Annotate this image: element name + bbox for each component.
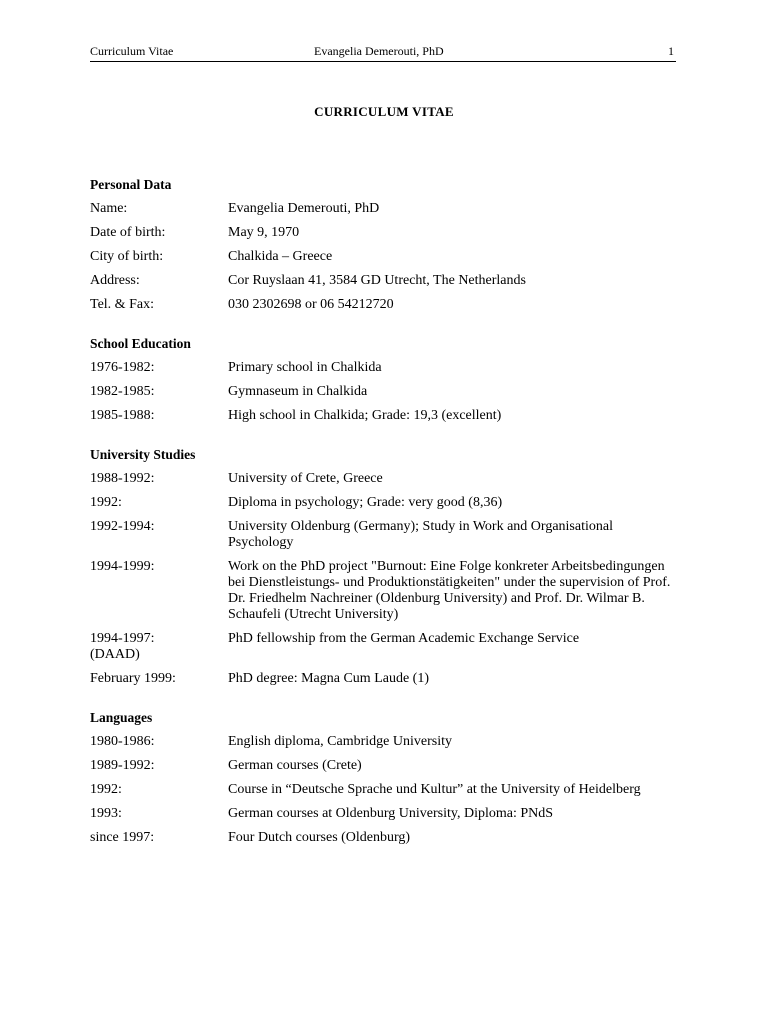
entry-label	[90, 631, 228, 663]
entry-label-text: City of birth:	[90, 249, 164, 264]
entry-value: Four Dutch courses (Oldenburg)	[228, 830, 411, 845]
entry-row	[90, 830, 680, 846]
entry-value: PhD degree: Magna Cum Laude (1)	[228, 671, 429, 686]
entry-label-text: 1993:	[90, 806, 122, 821]
entry-row	[90, 201, 680, 217]
entry-row	[90, 782, 680, 798]
entry-label	[90, 830, 228, 846]
entry-value: Work on the PhD project "Burnout: Eine Folge konkreter Arbeitsbedingungen bei Dienstleistungs- und Produktionstätigkeiten" under the supervision of Prof. Dr. Friedhelm Nachreiner (Oldenburg University) and Prof. Dr. Wilmar B. Schaufeli (Utrecht University)	[228, 559, 671, 622]
entry-label	[90, 782, 228, 798]
entry-label-continuation: (DAAD)	[90, 647, 140, 662]
section-personal-data	[90, 176, 680, 313]
entry-value: Cor Ruyslaan 41, 3584 GD Utrecht, The Netherlands	[228, 273, 526, 288]
entry-row	[90, 273, 680, 289]
entry-label-text: 1992:	[90, 782, 122, 797]
entry-label-text: since 1997:	[90, 830, 155, 845]
header-page-number: 1	[668, 44, 674, 58]
entry-label	[90, 806, 228, 822]
entry-label	[90, 249, 228, 265]
entry-label	[90, 408, 228, 424]
entry-value: University of Crete, Greece	[228, 471, 383, 486]
entry-label	[90, 559, 228, 623]
entry-value: High school in Chalkida; Grade: 19,3 (excellent)	[228, 408, 502, 423]
entry-label-text: 1988-1992:	[90, 471, 155, 486]
entry-label-text: 1994-1997:	[90, 631, 155, 646]
entry-value: German courses at Oldenburg University, Diploma: PNdS	[228, 806, 554, 821]
entry-label-text: Tel. & Fax:	[90, 297, 154, 312]
entry-label	[90, 471, 228, 487]
entry-label-text: 1980-1986:	[90, 734, 155, 749]
entry-value: Course in “Deutsche Sprache und Kultur” at the University of Heidelberg	[228, 782, 641, 797]
section-university-studies	[90, 446, 680, 687]
section-title: University Studies	[90, 447, 196, 462]
section-title: Languages	[90, 710, 153, 725]
entry-row	[90, 471, 680, 487]
entry-row	[90, 806, 680, 822]
entry-value: German courses (Crete)	[228, 758, 362, 773]
entry-label-text: 1976-1982:	[90, 360, 155, 375]
entry-value: Gymnaseum in Chalkida	[228, 384, 368, 399]
entry-label	[90, 519, 228, 551]
entry-label	[90, 671, 228, 687]
entry-label-text: 1989-1992:	[90, 758, 155, 773]
entry-value: Evangelia Demerouti, PhD	[228, 201, 380, 216]
header-doc-title: Curriculum Vitae	[90, 44, 174, 58]
entry-row	[90, 249, 680, 265]
entry-label	[90, 225, 228, 241]
entry-row	[90, 384, 680, 400]
header-author: Evangelia Demerouti, PhD	[314, 44, 444, 58]
document-title: CURRICULUM VITAE	[314, 104, 454, 119]
entry-label	[90, 297, 228, 313]
entry-row	[90, 631, 680, 663]
entry-label-text: Date of birth:	[90, 225, 166, 240]
entry-label-text: 1994-1999:	[90, 559, 155, 574]
entry-label-text: 1985-1988:	[90, 408, 155, 423]
entry-row	[90, 559, 680, 623]
entry-row	[90, 758, 680, 774]
section-title: Personal Data	[90, 177, 172, 192]
entry-value: May 9, 1970	[228, 225, 300, 240]
entry-row	[90, 408, 680, 424]
entry-row	[90, 225, 680, 241]
section-title: School Education	[90, 336, 191, 351]
page-header	[90, 43, 676, 62]
entry-label	[90, 495, 228, 511]
entry-label-text: Name:	[90, 201, 128, 216]
entry-label-text: 1992:	[90, 495, 122, 510]
entry-row	[90, 671, 680, 687]
entry-value: 030 2302698 or 06 54212720	[228, 297, 394, 312]
entry-label	[90, 360, 228, 376]
section-languages	[90, 709, 680, 846]
entry-row	[90, 495, 680, 511]
entry-row	[90, 360, 680, 376]
entry-label	[90, 201, 228, 217]
entry-value: Primary school in Chalkida	[228, 360, 382, 375]
entry-label	[90, 758, 228, 774]
entry-value: PhD fellowship from the German Academic Exchange Service	[228, 631, 580, 646]
entry-value: University Oldenburg (Germany); Study in Work and Organisational Psychology	[228, 519, 613, 550]
entry-value: English diploma, Cambridge University	[228, 734, 452, 749]
entry-value: Chalkida – Greece	[228, 249, 333, 264]
entry-row	[90, 734, 680, 750]
entry-label-text: 1982-1985:	[90, 384, 155, 399]
section-school-education	[90, 335, 680, 424]
entry-label-text: Address:	[90, 273, 140, 288]
document-body	[90, 176, 680, 868]
entry-value: Diploma in psychology; Grade: very good (8,36)	[228, 495, 503, 510]
entry-row	[90, 519, 680, 551]
entry-label	[90, 273, 228, 289]
entry-row	[90, 297, 680, 313]
entry-label-text: 1992-1994:	[90, 519, 155, 534]
entry-label	[90, 734, 228, 750]
entry-label	[90, 384, 228, 400]
entry-label-text: February 1999:	[90, 671, 176, 686]
